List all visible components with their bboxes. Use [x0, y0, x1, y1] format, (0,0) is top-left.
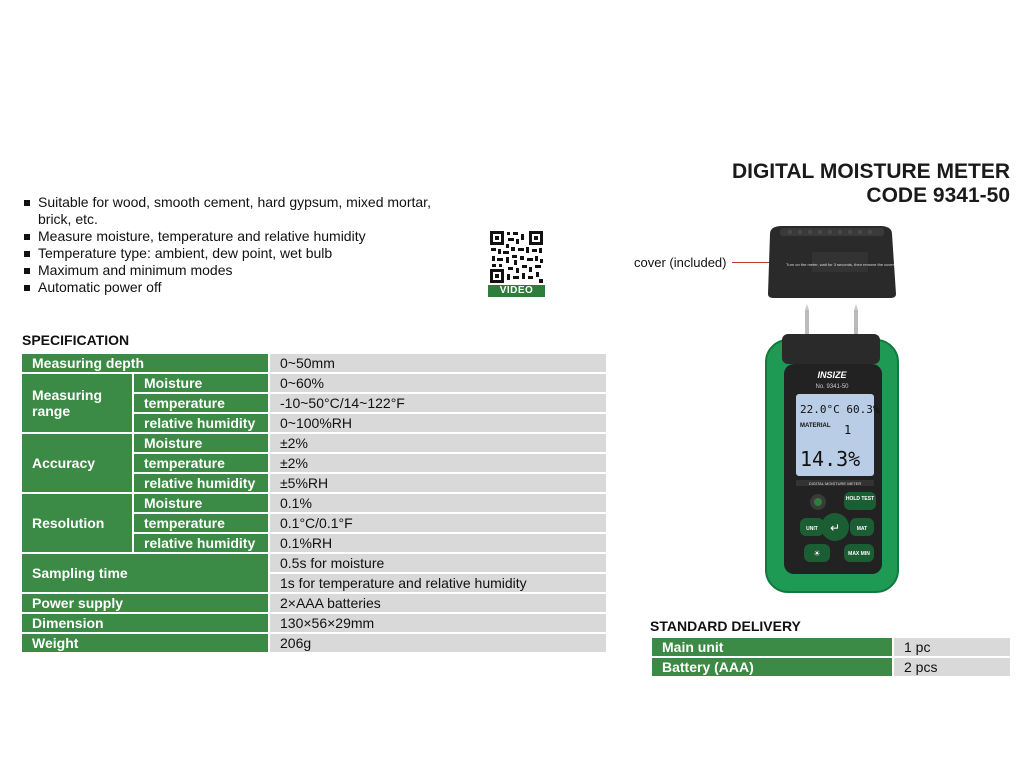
- spec-heading: SPECIFICATION: [22, 332, 130, 348]
- spec-label: Power supply: [21, 593, 269, 613]
- table-row: [21, 433, 607, 453]
- delivery-label: Battery (AAA): [651, 657, 893, 677]
- feature-list: [22, 194, 462, 296]
- spec-label: Accuracy: [21, 433, 133, 493]
- table-row: [21, 373, 607, 393]
- table-row: [21, 633, 607, 653]
- table-row: [651, 637, 1011, 657]
- device-brand: INSIZE: [817, 370, 847, 380]
- spec-label: Resolution: [21, 493, 133, 553]
- spec-value: 0.1°C/0.1°F: [269, 513, 607, 533]
- spec-label: Weight: [21, 633, 269, 653]
- spec-value: 0~50mm: [269, 353, 607, 373]
- product-code: CODE 9341-50: [866, 184, 1010, 207]
- spec-value: 0.1%RH: [269, 533, 607, 553]
- table-row: [651, 657, 1011, 677]
- spec-sublabel: Moisture: [133, 493, 269, 513]
- hold-test-button: HOLD TEST: [845, 496, 875, 502]
- spec-value: 130×56×29mm: [269, 613, 607, 633]
- lcd-main: 14.3%: [800, 447, 861, 471]
- max-min-button: MAX MIN: [848, 551, 870, 557]
- device-illustration: [740, 222, 910, 596]
- table-row: [21, 553, 607, 573]
- cover-image: [768, 226, 896, 298]
- delivery-value: 2 pcs: [893, 657, 1011, 677]
- spec-sublabel: relative humidity: [133, 473, 269, 493]
- table-row: [21, 353, 607, 373]
- feature-item: Temperature type: ambient, dew point, wet bulb: [22, 245, 462, 262]
- spec-sublabel: temperature: [133, 393, 269, 413]
- feature-item: Measure moisture, temperature and relative humidity: [22, 228, 462, 245]
- video-label: VIDEO: [488, 285, 545, 297]
- delivery-table: [650, 636, 1012, 678]
- spec-value: ±2%: [269, 433, 607, 453]
- spec-sublabel: Moisture: [133, 373, 269, 393]
- spec-sublabel: relative humidity: [133, 533, 269, 553]
- spec-value: ±5%RH: [269, 473, 607, 493]
- table-row: [21, 493, 607, 513]
- device-model: No. 9341-50: [815, 384, 849, 390]
- spec-label: Sampling time: [21, 553, 269, 593]
- spec-table: [20, 352, 608, 654]
- spec-sublabel: temperature: [133, 453, 269, 473]
- lcd-mat-num: 1: [844, 423, 852, 437]
- mat-button: MAT: [856, 526, 868, 532]
- table-row: [21, 613, 607, 633]
- lcd-material: MATERIAL: [800, 423, 831, 429]
- feature-item: Automatic power off: [22, 279, 462, 296]
- device-strip: DIGITAL MOISTURE METER: [808, 481, 862, 486]
- cover-label: cover (included): [634, 255, 727, 270]
- delivery-value: 1 pc: [893, 637, 1011, 657]
- spec-value: 2×AAA batteries: [269, 593, 607, 613]
- spec-label: Dimension: [21, 613, 269, 633]
- qr-code-icon: [488, 229, 545, 285]
- spec-value: 1s for temperature and relative humidity: [269, 573, 607, 593]
- spec-value: 206g: [269, 633, 607, 653]
- backlight-icon: ☀: [813, 549, 821, 558]
- enter-icon: ↵: [829, 521, 841, 535]
- spec-value: 0.1%: [269, 493, 607, 513]
- product-name: DIGITAL MOISTURE METER: [731, 160, 1010, 183]
- delivery-heading: STANDARD DELIVERY: [650, 618, 801, 634]
- spec-value: -10~50°C/14~122°F: [269, 393, 607, 413]
- feature-item: Maximum and minimum modes: [22, 262, 462, 279]
- spec-sublabel: temperature: [133, 513, 269, 533]
- spec-value: 0~100%RH: [269, 413, 607, 433]
- unit-button: UNIT: [806, 526, 818, 532]
- cover-text: Turn on the meter, wait for 3 seconds, then remove the cover: [786, 262, 894, 267]
- lcd-line1: 22.0°C 60.3%: [800, 403, 880, 416]
- product-title: [732, 160, 1010, 208]
- spec-value: 0~60%: [269, 373, 607, 393]
- spec-sublabel: relative humidity: [133, 413, 269, 433]
- spec-value: ±2%: [269, 453, 607, 473]
- feature-item: Suitable for wood, smooth cement, hard gypsum, mixed mortar, brick, etc.: [22, 194, 462, 228]
- spec-value: 0.5s for moisture: [269, 553, 607, 573]
- video-qr-code[interactable]: [488, 229, 545, 297]
- spec-label: Measuring depth: [21, 353, 269, 373]
- spec-sublabel: Moisture: [133, 433, 269, 453]
- delivery-label: Main unit: [651, 637, 893, 657]
- table-row: [21, 593, 607, 613]
- spec-label: Measuring range: [21, 373, 133, 433]
